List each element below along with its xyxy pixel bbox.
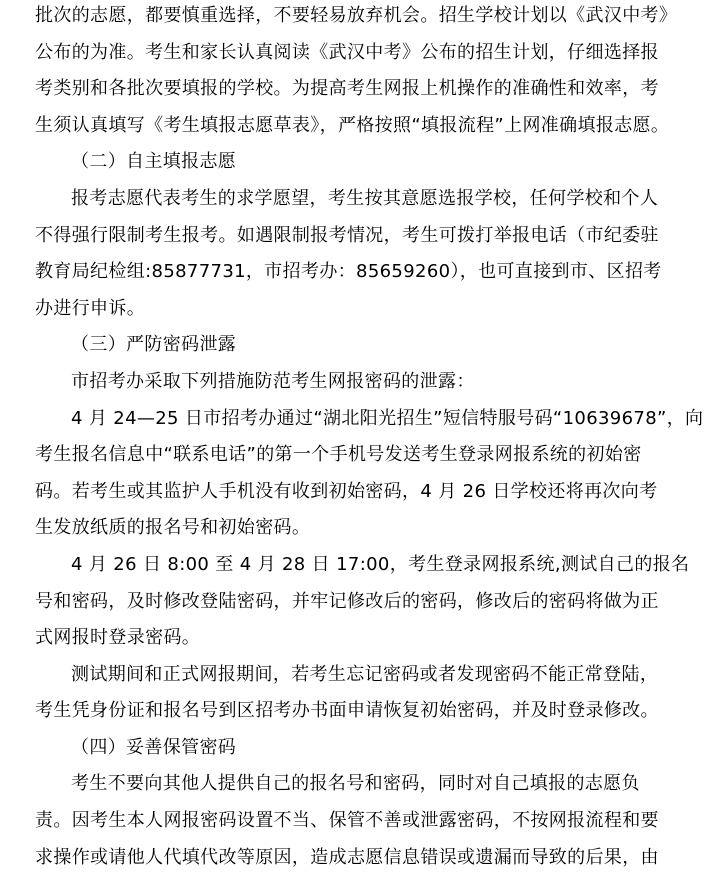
text-line: 责。因考生本人网报密码设置不当、保管不善或泄露密码，不按网报流程和要 — [35, 810, 659, 832]
paragraph-volunteer-choice — [35, 0, 680, 144]
text-line: 考类别和各批次要填报的学校。为提高考生网报上机操作的准确性和效率，考 — [35, 78, 659, 100]
text-line: 批次的志愿，都要慎重选择，不要轻易放弃机会。招生学校计划以《武汉中考》 — [35, 5, 678, 26]
section-heading-3: （三）严防密码泄露 — [71, 334, 237, 356]
paragraph-sms-password — [35, 401, 704, 547]
text-line: 4 月 26 日 8:00 至 4 月 28 日 17:00，考生登录网报系统,测试自己的报名 — [71, 553, 690, 575]
paragraph-test-login — [35, 547, 690, 657]
text-line: 教育局纪检组:85877731，市招考办：85659260），也可直接到市、区招考 — [35, 261, 662, 283]
text-line: 生发放纸质的报名号和初始密码。 — [35, 517, 311, 539]
paragraph-measures-intro — [35, 364, 680, 401]
document-page — [35, 0, 704, 876]
paragraph-keep-password — [35, 766, 680, 876]
text-line: 报考志愿代表考生的求学愿望，考生按其意愿选报学校，任何学校和个人 — [71, 187, 659, 209]
paragraph-self-filling — [35, 181, 680, 327]
text-line: 号和密码，及时修改登陆密码，并牢记修改后的密码，修改后的密码将做为正 — [35, 590, 659, 612]
text-line: 不得强行限制考生报考。如遇限制报考情况，考生可拨打举报电话（市纪委驻 — [35, 224, 659, 246]
section-heading-4: （四）妥善保管密码 — [71, 736, 237, 758]
text-line: 办进行申诉。 — [35, 297, 146, 319]
text-line: 考生不要向其他人提供自己的报名号和密码，同时对自己填报的志愿负 — [71, 773, 640, 795]
text-line: 测试期间和正式网报期间，若考生忘记密码或者发现密码不能正常登陆， — [71, 663, 659, 685]
text-line: 式网报时登录密码。 — [35, 627, 201, 649]
text-line: 求操作或请他人代填代改等原因，造成志愿信息错误或遗漏而导致的后果，由 — [35, 846, 659, 868]
paragraph-forgot-password — [35, 657, 680, 730]
text-line: 4 月 24—25 日市招考办通过“湖北阳光招生”短信特服号码“10639678”，向 — [71, 407, 704, 429]
section-heading-2: （二）自主填报志愿 — [71, 151, 237, 173]
text-line: 码。若考生或其监护人手机没有收到初始密码，4 月 26 日学校还将再次向考 — [35, 480, 658, 502]
text-line: 市招考办采取下列措施防范考生网报密码的泄露： — [71, 370, 475, 392]
text-line: 考生报名信息中“联系电话”的第一个手机号发送考生登录网报系统的初始密 — [35, 444, 642, 466]
text-line: 考生凭身份证和报名号到区招考办书面申请恢复初始密码，并及时登录修改。 — [35, 700, 659, 722]
text-line: 生须认真填写《考生填报志愿草表》，严格按照“填报流程”上网准确填报志愿。 — [35, 114, 670, 136]
text-line: 公布的为准。考生和家长认真阅读《武汉中考》公布的招生计划，仔细选择报 — [35, 41, 659, 63]
